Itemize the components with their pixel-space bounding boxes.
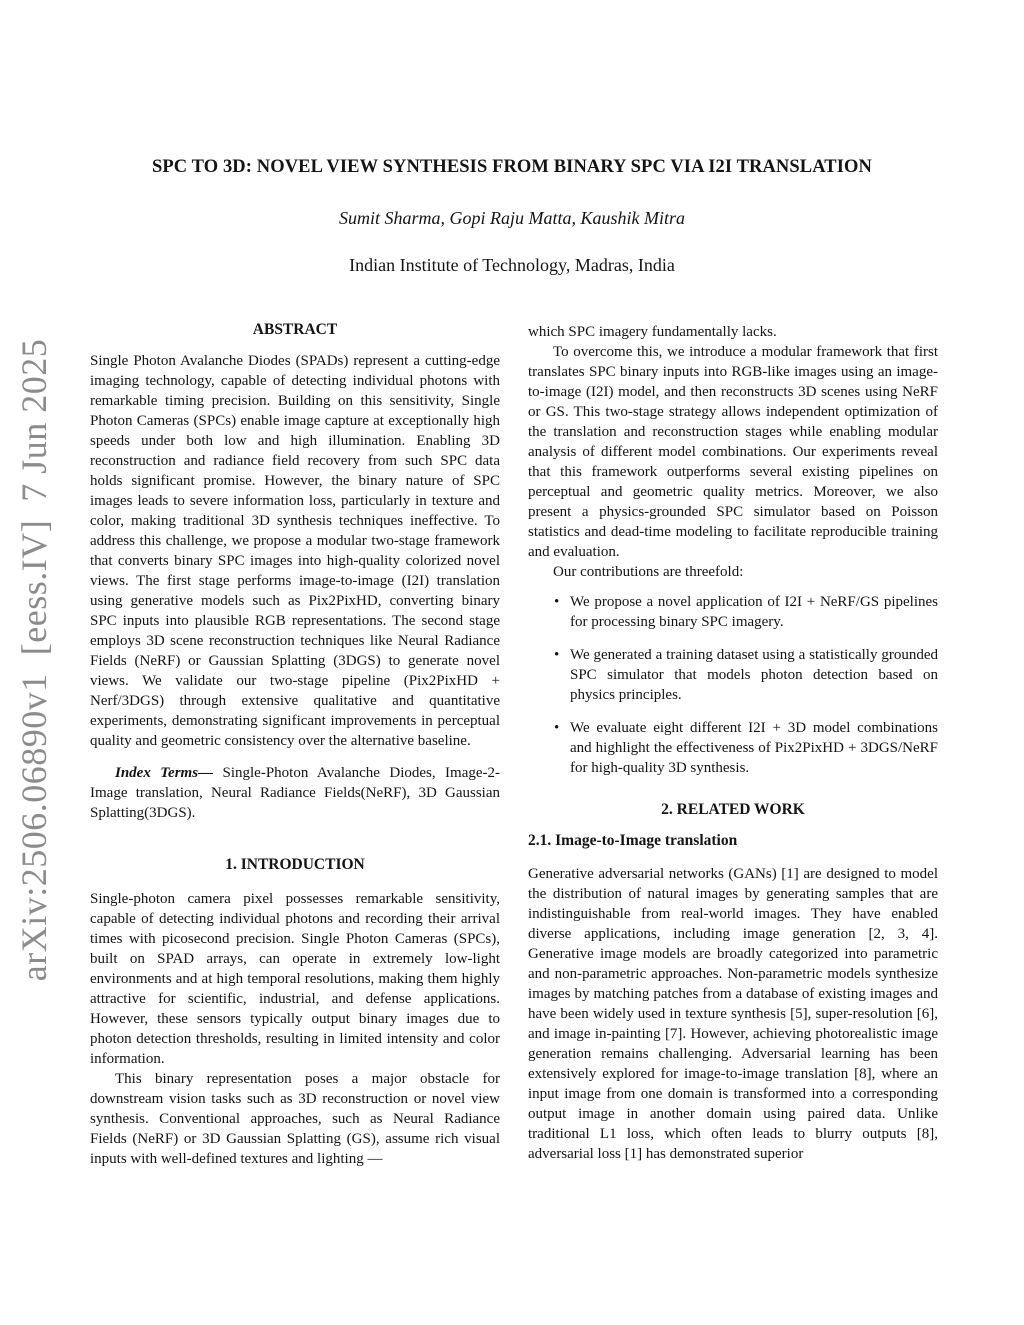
abstract-heading: ABSTRACT bbox=[252, 321, 338, 338]
paper-title: SPC TO 3D: NOVEL VIEW SYNTHESIS FROM BINARY SPC VIA I2I TRANSLATION bbox=[151, 157, 872, 177]
related-work-paragraph-1: Generative adversarial networks (GANs) [1] are designed to model the distribution of natural images by generating samples that are indistinguishable from real-world images. They have enabled diverse applications, including image generation [2, 3, 4]. Generative image models are broadly categorized into parametric and non-parametric approaches. Non-parametric models synthesize images by matching patches from a database of existing images and have been widely used in texture synthesis [5], super-resolution [6], and image in-painting [7]. However, achieving photorealistic image generation remains challenging. Adversarial learning has been extensively explored for image-to-image translation [8], where an input image from one domain is transformed into a corresponding output image in another domain using paired data. Unlike traditional L1 loss, which often leads to blurry outputs [8], adversarial loss [1] has demonstrated superior bbox=[528, 866, 938, 1162]
i2i-subheading: 2.1. Image-to-Image translation bbox=[528, 832, 738, 849]
intro-paragraph-1: Single-photon camera pixel possesses remarkable sensitivity, capable of detecting individual photons and recording their arrival times with picosecond precision. Single Photon Cameras (SPCs), built on SPAD arrays, can operate in extremely low-light environments and at high temporal resolutions, making them highly attractive for scientific, industrial, and defense applications. However, these sensors typically output binary images due to photon detection thresholds, resulting in limited intensity and color information. bbox=[90, 891, 500, 1067]
contribution-item: • We propose a novel application of I2I + NeRF/GS pipelines for processing binary SPC imagery. bbox=[570, 592, 938, 632]
contribution-item: • We generated a training dataset using a statistically grounded SPC simulator that models photon detection based on physics principles. bbox=[570, 645, 938, 705]
index-terms-text: Single-Photon Avalanche Diodes, Image-2-Image translation, Neural Radiance Fields(NeRF), 3D Gaussian Splatting(3DGS). bbox=[90, 765, 501, 821]
contributions-list bbox=[528, 592, 938, 778]
related-work-heading: 2. RELATED WORK bbox=[661, 801, 805, 818]
arxiv-id[interactable]: arXiv:2506.06890v1 bbox=[14, 673, 54, 982]
arxiv-date: 7 Jun 2025 bbox=[14, 338, 54, 502]
intro-paragraph-3: To overcome this, we introduce a modular framework that first translates SPC binary inputs into RGB-like images using an image-to-image (I2I) model, and then reconstructs 3D scenes using NeRF or GS. This two-stage strategy allows independent optimization of the translation and reconstruction stages while enabling modular analysis of different model combinations. Our experiments reveal that this framework outperforms several existing pipelines on perceptual and geometric quality metrics. Moreover, we also present a physics-grounded SPC simulator based on Poisson statistics and dead-time modeling to facilitate reproducible training and evaluation. bbox=[528, 344, 938, 560]
introduction-heading: 1. INTRODUCTION bbox=[225, 856, 365, 873]
abstract-text: Single Photon Avalanche Diodes (SPADs) represent a cutting-edge imaging technology, capable of detecting individual photons with remarkable timing precision. Building on this sensitivity, Single Photon Cameras (SPCs) enable image capture at exceptionally high speeds under both low and high illumination. Enabling 3D reconstruction and radiance field recovery from such SPC data holds significant promise. However, the binary nature of SPC images leads to severe information loss, particularly in texture and color, making traditional 3D synthesis techniques ineffective. To address this challenge, we propose a modular two-stage framework that converts binary SPC images into high-quality colorized novel views. The first stage performs image-to-image (I2I) translation using generative models such as Pix2PixHD, converting binary SPC inputs into plausible RGB representations. The second stage employs 3D scene reconstruction techniques like Neural Radiance Fields (NeRF) or Gaussian Splatting (3DGS) to generate novel views. We validate our two-stage pipeline (Pix2PixHD + Nerf/3DGS) through extensive qualitative and quantitative experiments, demonstrating significant improvements in perceptual quality and geometric consistency over the alternative baseline. bbox=[90, 353, 500, 749]
arxiv-stamp bbox=[4, 338, 64, 982]
intro-paragraph-2-continued: which SPC imagery fundamentally lacks. bbox=[528, 324, 777, 340]
paper-affiliation: Indian Institute of Technology, Madras, India bbox=[349, 255, 675, 275]
contribution-item: • We evaluate eight different I2I + 3D model combinations and highlight the effectiveness of Pix2PixHD + 3DGS/NeRF for high-quality 3D synthesis. bbox=[570, 718, 938, 778]
intro-paragraph-2: This binary representation poses a major obstacle for downstream vision tasks such as 3D reconstruction or novel view synthesis. Conventional approaches, such as Neural Radiance Fields (NeRF) or 3D Gaussian Splatting (GS), assume rich visual inputs with well-defined textures and lighting — bbox=[90, 1071, 500, 1167]
paper-authors: Sumit Sharma, Gopi Raju Matta, Kaushik Mitra bbox=[339, 208, 685, 228]
index-terms bbox=[90, 763, 500, 823]
left-column bbox=[90, 320, 500, 1169]
right-column bbox=[528, 322, 938, 1164]
index-terms-label: Index Terms— bbox=[115, 765, 214, 781]
arxiv-category: [eess.IV] bbox=[14, 519, 54, 656]
intro-paragraph-4: Our contributions are threefold: bbox=[553, 564, 744, 580]
